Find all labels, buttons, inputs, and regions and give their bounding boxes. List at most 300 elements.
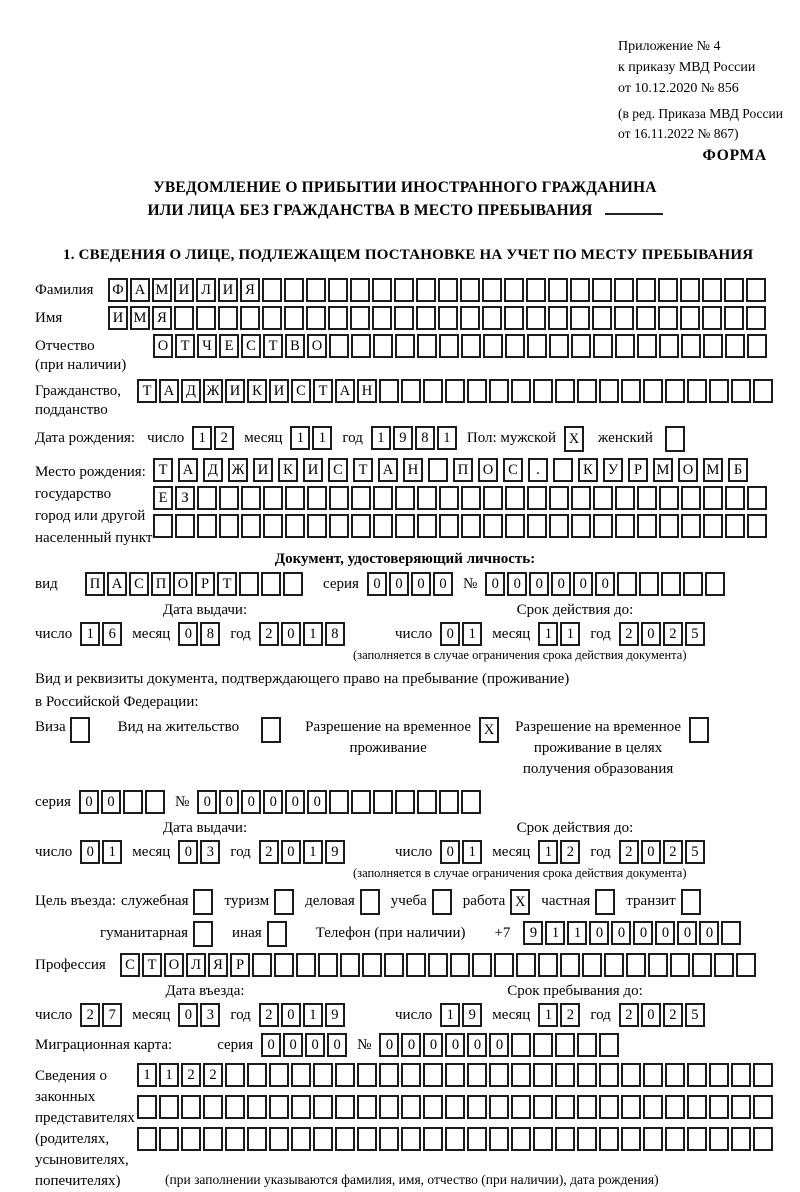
char-box[interactable] <box>731 1063 751 1087</box>
char-box[interactable] <box>395 334 415 358</box>
char-box[interactable]: 2 <box>619 1003 639 1027</box>
char-box[interactable] <box>731 1095 751 1119</box>
birth-year-boxes[interactable] <box>371 426 459 450</box>
char-box[interactable] <box>703 334 723 358</box>
permit-valid-year-boxes[interactable] <box>619 840 707 864</box>
stay-month-boxes[interactable] <box>538 1003 582 1027</box>
char-box[interactable] <box>702 306 722 330</box>
char-box[interactable]: Т <box>137 379 157 403</box>
char-box[interactable] <box>709 379 729 403</box>
char-box[interactable]: 0 <box>101 790 121 814</box>
char-box[interactable] <box>329 334 349 358</box>
entry-year-boxes[interactable] <box>259 1003 347 1027</box>
stay-year-boxes[interactable] <box>619 1003 707 1027</box>
char-box[interactable] <box>681 889 701 915</box>
char-box[interactable]: М <box>653 458 673 482</box>
char-box[interactable] <box>482 306 502 330</box>
char-box[interactable]: 0 <box>440 622 460 646</box>
char-box[interactable] <box>683 572 703 596</box>
birth-day-boxes[interactable] <box>192 426 236 450</box>
char-box[interactable]: Я <box>152 306 172 330</box>
char-box[interactable] <box>307 486 327 510</box>
char-box[interactable] <box>401 1127 421 1151</box>
char-box[interactable] <box>577 379 597 403</box>
char-box[interactable] <box>351 790 371 814</box>
char-box[interactable] <box>197 486 217 510</box>
char-box[interactable] <box>533 1127 553 1151</box>
char-box[interactable] <box>665 1127 685 1151</box>
char-box[interactable] <box>549 334 569 358</box>
char-box[interactable] <box>637 486 657 510</box>
char-box[interactable]: Д <box>181 379 201 403</box>
char-box[interactable]: 1 <box>102 840 122 864</box>
char-box[interactable] <box>548 306 568 330</box>
char-box[interactable]: 0 <box>401 1033 421 1057</box>
char-box[interactable]: 2 <box>619 622 639 646</box>
char-box[interactable] <box>753 1127 773 1151</box>
char-box[interactable] <box>460 306 480 330</box>
char-box[interactable]: 2 <box>560 840 580 864</box>
char-box[interactable]: 0 <box>641 622 661 646</box>
char-box[interactable]: О <box>173 572 193 596</box>
char-box[interactable]: 1 <box>80 622 100 646</box>
char-box[interactable]: А <box>159 379 179 403</box>
char-box[interactable] <box>504 278 524 302</box>
char-box[interactable]: 0 <box>641 1003 661 1027</box>
char-box[interactable] <box>274 889 294 915</box>
char-box[interactable] <box>225 1063 245 1087</box>
char-box[interactable]: 0 <box>433 572 453 596</box>
char-box[interactable] <box>721 921 741 945</box>
char-box[interactable] <box>269 1063 289 1087</box>
char-box[interactable] <box>489 1127 509 1151</box>
char-box[interactable] <box>658 306 678 330</box>
char-box[interactable] <box>284 278 304 302</box>
char-box[interactable] <box>438 306 458 330</box>
char-box[interactable] <box>621 379 641 403</box>
permit-valid-month-boxes[interactable] <box>538 840 582 864</box>
char-box[interactable]: 1 <box>538 1003 558 1027</box>
char-box[interactable] <box>592 306 612 330</box>
char-box[interactable]: 5 <box>685 840 705 864</box>
char-box[interactable] <box>417 486 437 510</box>
citizenship-boxes[interactable] <box>137 379 775 403</box>
profession-boxes[interactable] <box>120 953 758 977</box>
doc-issue-month-boxes[interactable] <box>178 622 222 646</box>
char-box[interactable] <box>460 278 480 302</box>
char-box[interactable]: 0 <box>411 572 431 596</box>
char-box[interactable]: С <box>328 458 348 482</box>
char-box[interactable]: 0 <box>281 622 301 646</box>
char-box[interactable] <box>219 486 239 510</box>
char-box[interactable]: 9 <box>523 921 543 945</box>
char-box[interactable] <box>643 1063 663 1087</box>
char-box[interactable]: И <box>225 379 245 403</box>
char-box[interactable] <box>417 514 437 538</box>
char-box[interactable]: 0 <box>440 840 460 864</box>
char-box[interactable]: Ч <box>197 334 217 358</box>
char-box[interactable]: 5 <box>685 1003 705 1027</box>
char-box[interactable] <box>702 278 722 302</box>
char-box[interactable] <box>533 1063 553 1087</box>
char-box[interactable]: З <box>175 486 195 510</box>
char-box[interactable] <box>145 790 165 814</box>
char-box[interactable]: 0 <box>283 1033 303 1057</box>
char-box[interactable] <box>394 278 414 302</box>
char-box[interactable] <box>505 334 525 358</box>
char-box[interactable] <box>604 953 624 977</box>
char-box[interactable] <box>239 572 259 596</box>
char-box[interactable] <box>450 953 470 977</box>
char-box[interactable]: И <box>253 458 273 482</box>
char-box[interactable]: 2 <box>80 1003 100 1027</box>
char-box[interactable] <box>373 790 393 814</box>
char-box[interactable] <box>340 953 360 977</box>
char-box[interactable]: 3 <box>200 840 220 864</box>
char-box[interactable] <box>461 514 481 538</box>
char-box[interactable] <box>680 278 700 302</box>
char-box[interactable] <box>335 1127 355 1151</box>
char-box[interactable]: 2 <box>619 840 639 864</box>
char-box[interactable]: 9 <box>462 1003 482 1027</box>
char-box[interactable] <box>494 953 514 977</box>
char-box[interactable] <box>659 514 679 538</box>
char-box[interactable]: 0 <box>611 921 631 945</box>
purpose-business-checkbox[interactable] <box>193 889 215 915</box>
char-box[interactable] <box>482 278 502 302</box>
char-box[interactable] <box>291 1063 311 1087</box>
char-box[interactable] <box>483 486 503 510</box>
char-box[interactable]: Т <box>142 953 162 977</box>
char-box[interactable] <box>527 486 547 510</box>
char-box[interactable] <box>577 1095 597 1119</box>
char-box[interactable]: О <box>153 334 173 358</box>
char-box[interactable] <box>665 1095 685 1119</box>
char-box[interactable]: 8 <box>325 622 345 646</box>
char-box[interactable] <box>659 486 679 510</box>
char-box[interactable]: 2 <box>214 426 234 450</box>
char-box[interactable] <box>511 1063 531 1087</box>
char-box[interactable]: 0 <box>573 572 593 596</box>
char-box[interactable] <box>416 306 436 330</box>
char-box[interactable] <box>329 790 349 814</box>
char-box[interactable] <box>621 1095 641 1119</box>
char-box[interactable] <box>417 334 437 358</box>
char-box[interactable] <box>203 1127 223 1151</box>
char-box[interactable]: 1 <box>137 1063 157 1087</box>
char-box[interactable]: 8 <box>200 622 220 646</box>
char-box[interactable] <box>329 486 349 510</box>
char-box[interactable]: 0 <box>595 572 615 596</box>
char-box[interactable] <box>269 1127 289 1151</box>
char-box[interactable] <box>725 486 745 510</box>
char-box[interactable] <box>379 379 399 403</box>
char-box[interactable]: 8 <box>415 426 435 450</box>
char-box[interactable] <box>291 1127 311 1151</box>
char-box[interactable] <box>746 306 766 330</box>
char-box[interactable]: X <box>510 889 530 915</box>
char-box[interactable] <box>274 953 294 977</box>
char-box[interactable] <box>329 514 349 538</box>
char-box[interactable]: И <box>174 278 194 302</box>
char-box[interactable] <box>687 1095 707 1119</box>
char-box[interactable] <box>703 486 723 510</box>
char-box[interactable]: К <box>278 458 298 482</box>
char-box[interactable] <box>335 1063 355 1087</box>
char-box[interactable] <box>714 953 734 977</box>
visa-checkbox[interactable] <box>70 717 92 743</box>
char-box[interactable] <box>137 1127 157 1151</box>
char-box[interactable]: Т <box>313 379 333 403</box>
char-box[interactable]: Т <box>175 334 195 358</box>
char-box[interactable] <box>438 278 458 302</box>
char-box[interactable] <box>285 514 305 538</box>
char-box[interactable] <box>538 953 558 977</box>
char-box[interactable] <box>461 486 481 510</box>
doc-valid-month-boxes[interactable] <box>538 622 582 646</box>
char-box[interactable]: И <box>108 306 128 330</box>
char-box[interactable] <box>472 953 492 977</box>
char-box[interactable] <box>439 486 459 510</box>
char-box[interactable] <box>709 1095 729 1119</box>
char-box[interactable] <box>284 306 304 330</box>
temporary-residence-education-checkbox[interactable] <box>689 717 711 743</box>
char-box[interactable]: 5 <box>685 622 705 646</box>
char-box[interactable] <box>599 1095 619 1119</box>
char-box[interactable] <box>181 1095 201 1119</box>
char-box[interactable] <box>439 334 459 358</box>
char-box[interactable]: 0 <box>241 790 261 814</box>
char-box[interactable]: 0 <box>281 840 301 864</box>
char-box[interactable] <box>571 514 591 538</box>
char-box[interactable] <box>705 572 725 596</box>
char-box[interactable] <box>681 514 701 538</box>
char-box[interactable] <box>753 1063 773 1087</box>
char-box[interactable] <box>372 278 392 302</box>
char-box[interactable]: 0 <box>305 1033 325 1057</box>
char-box[interactable] <box>658 278 678 302</box>
char-box[interactable] <box>570 306 590 330</box>
char-box[interactable] <box>313 1095 333 1119</box>
char-box[interactable]: К <box>247 379 267 403</box>
char-box[interactable]: 2 <box>259 840 279 864</box>
char-box[interactable]: 1 <box>545 921 565 945</box>
purpose-tourism-checkbox[interactable] <box>274 889 296 915</box>
char-box[interactable] <box>350 306 370 330</box>
char-box[interactable] <box>533 1033 553 1057</box>
purpose-commercial-checkbox[interactable] <box>360 889 382 915</box>
char-box[interactable] <box>555 1127 575 1151</box>
char-box[interactable] <box>636 306 656 330</box>
purpose-other-checkbox[interactable] <box>267 921 289 947</box>
char-box[interactable]: 2 <box>663 840 683 864</box>
char-box[interactable]: А <box>378 458 398 482</box>
char-box[interactable] <box>599 379 619 403</box>
char-box[interactable] <box>247 1095 267 1119</box>
char-box[interactable] <box>406 953 426 977</box>
char-box[interactable] <box>505 514 525 538</box>
char-box[interactable]: 0 <box>178 622 198 646</box>
char-box[interactable]: 0 <box>423 1033 443 1057</box>
char-box[interactable]: 1 <box>462 840 482 864</box>
char-box[interactable] <box>665 426 685 452</box>
char-box[interactable]: Ж <box>203 379 223 403</box>
char-box[interactable]: 0 <box>261 1033 281 1057</box>
doc-valid-year-boxes[interactable] <box>619 622 707 646</box>
char-box[interactable] <box>703 514 723 538</box>
char-box[interactable]: Т <box>153 458 173 482</box>
birth-month-boxes[interactable] <box>290 426 334 450</box>
char-box[interactable]: 1 <box>462 622 482 646</box>
migration-series-boxes[interactable] <box>261 1033 349 1057</box>
char-box[interactable] <box>263 486 283 510</box>
char-box[interactable] <box>467 1127 487 1151</box>
char-box[interactable] <box>626 953 646 977</box>
char-box[interactable] <box>511 1033 531 1057</box>
char-box[interactable]: 2 <box>203 1063 223 1087</box>
char-box[interactable]: С <box>291 379 311 403</box>
char-box[interactable]: О <box>678 458 698 482</box>
char-box[interactable]: 0 <box>589 921 609 945</box>
doc-series-boxes[interactable] <box>367 572 455 596</box>
char-box[interactable]: 0 <box>263 790 283 814</box>
char-box[interactable]: Я <box>240 278 260 302</box>
char-box[interactable] <box>533 379 553 403</box>
char-box[interactable] <box>489 1095 509 1119</box>
char-box[interactable] <box>489 379 509 403</box>
char-box[interactable] <box>318 953 338 977</box>
doc-issue-day-boxes[interactable] <box>80 622 124 646</box>
char-box[interactable]: 1 <box>312 426 332 450</box>
char-box[interactable] <box>593 514 613 538</box>
char-box[interactable]: С <box>503 458 523 482</box>
char-box[interactable] <box>401 1095 421 1119</box>
char-box[interactable] <box>296 953 316 977</box>
char-box[interactable] <box>373 334 393 358</box>
char-box[interactable]: X <box>479 717 499 743</box>
char-box[interactable]: 0 <box>467 1033 487 1057</box>
char-box[interactable]: М <box>152 278 172 302</box>
char-box[interactable] <box>445 1127 465 1151</box>
char-box[interactable]: 0 <box>633 921 653 945</box>
birthplace-row3-boxes[interactable] <box>153 514 769 538</box>
char-box[interactable] <box>360 889 380 915</box>
char-box[interactable] <box>269 1095 289 1119</box>
char-box[interactable]: 1 <box>440 1003 460 1027</box>
char-box[interactable]: 1 <box>538 840 558 864</box>
char-box[interactable]: Т <box>217 572 237 596</box>
char-box[interactable]: 0 <box>529 572 549 596</box>
char-box[interactable] <box>137 1095 157 1119</box>
char-box[interactable] <box>219 514 239 538</box>
purpose-humanitarian-checkbox[interactable] <box>193 921 215 947</box>
char-box[interactable] <box>665 1063 685 1087</box>
char-box[interactable]: А <box>335 379 355 403</box>
char-box[interactable] <box>175 514 195 538</box>
char-box[interactable]: Т <box>263 334 283 358</box>
entry-day-boxes[interactable] <box>80 1003 124 1027</box>
char-box[interactable]: 0 <box>489 1033 509 1057</box>
char-box[interactable] <box>203 1095 223 1119</box>
char-box[interactable] <box>614 306 634 330</box>
male-checkbox[interactable] <box>564 426 586 452</box>
char-box[interactable] <box>648 953 668 977</box>
purpose-private-checkbox[interactable] <box>595 889 617 915</box>
char-box[interactable] <box>746 278 766 302</box>
char-box[interactable] <box>350 278 370 302</box>
char-box[interactable]: Е <box>219 334 239 358</box>
birthplace-row2-boxes[interactable] <box>153 486 769 510</box>
char-box[interactable]: 1 <box>560 622 580 646</box>
doc-valid-day-boxes[interactable] <box>440 622 484 646</box>
char-box[interactable] <box>357 1127 377 1151</box>
char-box[interactable]: К <box>578 458 598 482</box>
char-box[interactable]: 0 <box>178 840 198 864</box>
char-box[interactable] <box>467 1095 487 1119</box>
char-box[interactable] <box>291 1095 311 1119</box>
char-box[interactable] <box>614 278 634 302</box>
char-box[interactable] <box>357 1063 377 1087</box>
char-box[interactable] <box>549 486 569 510</box>
char-box[interactable] <box>423 379 443 403</box>
char-box[interactable]: 0 <box>389 572 409 596</box>
char-box[interactable]: С <box>129 572 149 596</box>
char-box[interactable] <box>261 572 281 596</box>
char-box[interactable] <box>193 921 213 947</box>
temporary-residence-checkbox[interactable] <box>479 717 501 743</box>
char-box[interactable] <box>362 953 382 977</box>
char-box[interactable] <box>643 1127 663 1151</box>
char-box[interactable] <box>379 1127 399 1151</box>
char-box[interactable] <box>615 514 635 538</box>
char-box[interactable] <box>262 278 282 302</box>
char-box[interactable] <box>680 306 700 330</box>
char-box[interactable] <box>423 1063 443 1087</box>
char-box[interactable] <box>428 458 448 482</box>
char-box[interactable]: 0 <box>655 921 675 945</box>
legal-reps-row1-boxes[interactable] <box>137 1063 775 1087</box>
char-box[interactable]: П <box>453 458 473 482</box>
char-box[interactable] <box>467 1063 487 1087</box>
char-box[interactable] <box>445 1095 465 1119</box>
char-box[interactable] <box>395 486 415 510</box>
char-box[interactable]: 1 <box>303 840 323 864</box>
char-box[interactable]: 0 <box>80 840 100 864</box>
char-box[interactable] <box>526 278 546 302</box>
char-box[interactable]: Т <box>353 458 373 482</box>
char-box[interactable]: 0 <box>197 790 217 814</box>
char-box[interactable]: 3 <box>200 1003 220 1027</box>
char-box[interactable] <box>577 1127 597 1151</box>
surname-boxes[interactable] <box>108 278 768 302</box>
char-box[interactable]: И <box>218 278 238 302</box>
char-box[interactable] <box>428 953 448 977</box>
char-box[interactable]: П <box>151 572 171 596</box>
char-box[interactable] <box>153 514 173 538</box>
permit-issue-year-boxes[interactable] <box>259 840 347 864</box>
char-box[interactable] <box>439 790 459 814</box>
char-box[interactable]: Р <box>628 458 648 482</box>
char-box[interactable] <box>283 572 303 596</box>
doc-kind-boxes[interactable] <box>85 572 305 596</box>
permit-issue-month-boxes[interactable] <box>178 840 222 864</box>
char-box[interactable]: 0 <box>178 1003 198 1027</box>
char-box[interactable] <box>395 790 415 814</box>
char-box[interactable]: 1 <box>290 426 310 450</box>
char-box[interactable] <box>483 334 503 358</box>
char-box[interactable] <box>637 514 657 538</box>
purpose-study-checkbox[interactable] <box>432 889 454 915</box>
